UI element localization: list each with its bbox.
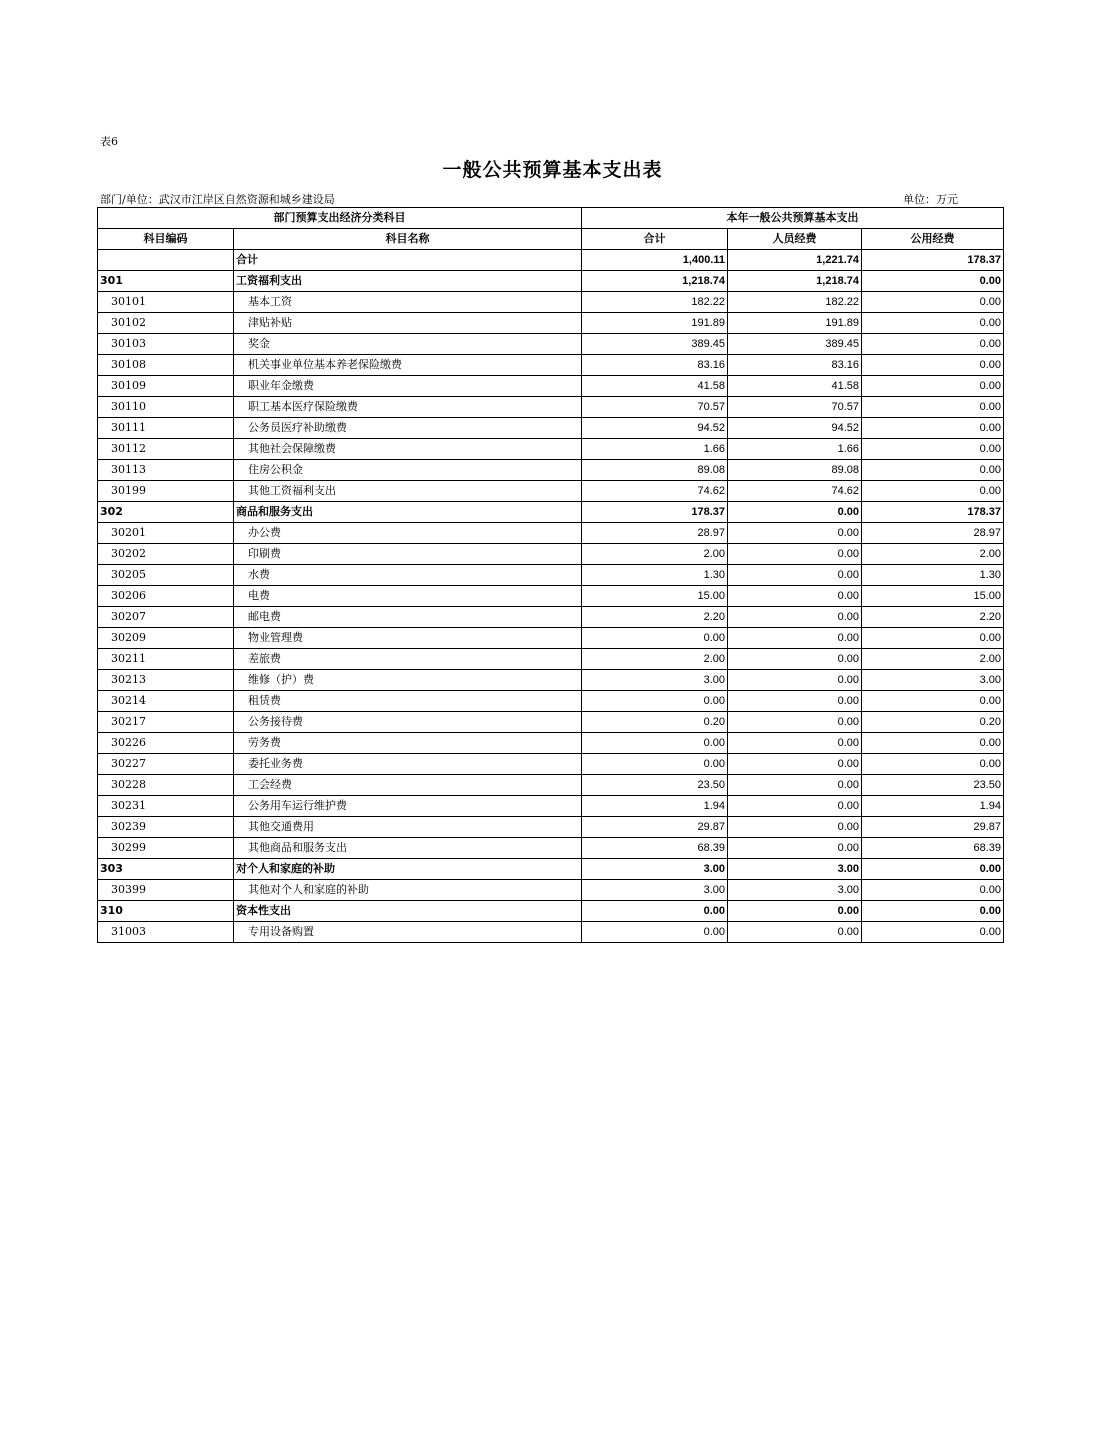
page-title: 一般公共预算基本支出表: [442, 159, 663, 181]
name-cell: 其他社会保障缴费: [234, 439, 582, 460]
header-personnel: 人员经费: [728, 229, 862, 250]
table-row: [98, 439, 1004, 460]
code-cell: 30199: [98, 481, 234, 502]
header-group-classification: 部门预算支出经济分类科目: [98, 208, 582, 229]
total-cell: 3.00: [582, 880, 728, 901]
public-cell: 2.20: [862, 607, 1004, 628]
code-cell: 30110: [98, 397, 234, 418]
table-row: [98, 586, 1004, 607]
personnel-cell: 0.00: [728, 586, 862, 607]
total-cell: 0.00: [582, 754, 728, 775]
name-cell: 印刷费: [234, 544, 582, 565]
public-cell: 0.00: [862, 397, 1004, 418]
total-cell: 178.37: [582, 502, 728, 523]
total-cell: 0.00: [582, 922, 728, 943]
table-row: [98, 628, 1004, 649]
code-cell: 303: [98, 859, 234, 880]
table-row: [98, 922, 1004, 943]
name-cell: 维修（护）费: [234, 670, 582, 691]
personnel-cell: 0.00: [728, 838, 862, 859]
personnel-cell: 0.00: [728, 565, 862, 586]
name-cell: 工会经费: [234, 775, 582, 796]
public-cell: 15.00: [862, 586, 1004, 607]
personnel-cell: 0.00: [728, 775, 862, 796]
name-cell: 公务员医疗补助缴费: [234, 418, 582, 439]
public-cell: 0.00: [862, 733, 1004, 754]
code-cell: 30213: [98, 670, 234, 691]
personnel-cell: 0.00: [728, 691, 862, 712]
header-group-expenditure: 本年一般公共预算基本支出: [582, 208, 1004, 229]
table-row: [98, 817, 1004, 838]
name-cell: 公务用车运行维护费: [234, 796, 582, 817]
public-cell: 0.00: [862, 292, 1004, 313]
personnel-cell: 1,221.74: [728, 250, 862, 271]
public-cell: 0.00: [862, 859, 1004, 880]
public-cell: 178.37: [862, 250, 1004, 271]
public-cell: 0.00: [862, 439, 1004, 460]
personnel-cell: 0.00: [728, 817, 862, 838]
name-cell: 办公费: [234, 523, 582, 544]
code-cell: 30227: [98, 754, 234, 775]
total-cell: 2.20: [582, 607, 728, 628]
category-row: [98, 901, 1004, 922]
name-cell: 职工基本医疗保险缴费: [234, 397, 582, 418]
total-cell: 3.00: [582, 670, 728, 691]
category-row: [98, 502, 1004, 523]
total-cell: 1,400.11: [582, 250, 728, 271]
header-public: 公用经费: [862, 229, 1004, 250]
table-row: [98, 397, 1004, 418]
code-cell: 30206: [98, 586, 234, 607]
code-cell: 30217: [98, 712, 234, 733]
total-cell: 191.89: [582, 313, 728, 334]
name-cell: 其他工资福利支出: [234, 481, 582, 502]
personnel-cell: 0.00: [728, 712, 862, 733]
personnel-cell: 0.00: [728, 670, 862, 691]
name-cell: 奖金: [234, 334, 582, 355]
personnel-cell: 0.00: [728, 523, 862, 544]
public-cell: 2.00: [862, 649, 1004, 670]
table-row: [98, 313, 1004, 334]
code-cell: 30205: [98, 565, 234, 586]
table-row: [98, 838, 1004, 859]
code-cell: 30299: [98, 838, 234, 859]
name-cell: 机关事业单位基本养老保险缴费: [234, 355, 582, 376]
name-cell: 公务接待费: [234, 712, 582, 733]
code-cell: 30111: [98, 418, 234, 439]
name-cell: 商品和服务支出: [234, 502, 582, 523]
code-cell: 30228: [98, 775, 234, 796]
public-cell: 1.30: [862, 565, 1004, 586]
code-cell: 30231: [98, 796, 234, 817]
code-cell: 30101: [98, 292, 234, 313]
name-cell: 其他对个人和家庭的补助: [234, 880, 582, 901]
name-cell: 委托业务费: [234, 754, 582, 775]
total-cell: 182.22: [582, 292, 728, 313]
public-cell: 1.94: [862, 796, 1004, 817]
table-row: [98, 523, 1004, 544]
public-cell: 0.00: [862, 901, 1004, 922]
unit-label: 单位：万元: [903, 193, 958, 206]
code-cell: [98, 250, 234, 271]
code-cell: 310: [98, 901, 234, 922]
total-cell: 70.57: [582, 397, 728, 418]
code-cell: 30202: [98, 544, 234, 565]
total-cell: 1.30: [582, 565, 728, 586]
personnel-cell: 83.16: [728, 355, 862, 376]
total-cell: 94.52: [582, 418, 728, 439]
public-cell: 28.97: [862, 523, 1004, 544]
table-row: [98, 796, 1004, 817]
name-cell: 劳务费: [234, 733, 582, 754]
personnel-cell: 74.62: [728, 481, 862, 502]
public-cell: 0.00: [862, 460, 1004, 481]
public-cell: 3.00: [862, 670, 1004, 691]
code-cell: 30211: [98, 649, 234, 670]
name-cell: 基本工资: [234, 292, 582, 313]
total-cell: 23.50: [582, 775, 728, 796]
personnel-cell: 0.00: [728, 754, 862, 775]
public-cell: 0.00: [862, 376, 1004, 397]
name-cell: 物业管理费: [234, 628, 582, 649]
public-cell: 2.00: [862, 544, 1004, 565]
header-column-row: [98, 229, 1004, 250]
header-group-row: [98, 208, 1004, 229]
table-row: [98, 334, 1004, 355]
personnel-cell: 0.00: [728, 922, 862, 943]
personnel-cell: 0.00: [728, 796, 862, 817]
table-row: [98, 355, 1004, 376]
public-cell: 0.00: [862, 418, 1004, 439]
personnel-cell: 3.00: [728, 859, 862, 880]
header-total: 合计: [582, 229, 728, 250]
total-cell: 15.00: [582, 586, 728, 607]
header-code: 科目编码: [98, 229, 234, 250]
personnel-cell: 0.00: [728, 733, 862, 754]
name-cell: 职业年金缴费: [234, 376, 582, 397]
name-cell: 其他商品和服务支出: [234, 838, 582, 859]
name-cell: 工资福利支出: [234, 271, 582, 292]
code-cell: 30226: [98, 733, 234, 754]
code-cell: 30214: [98, 691, 234, 712]
table-row: [98, 691, 1004, 712]
personnel-cell: 1.66: [728, 439, 862, 460]
personnel-cell: 0.00: [728, 544, 862, 565]
total-cell: 1,218.74: [582, 271, 728, 292]
code-cell: 30113: [98, 460, 234, 481]
name-cell: 专用设备购置: [234, 922, 582, 943]
table-row: [98, 754, 1004, 775]
total-cell: 0.00: [582, 691, 728, 712]
total-cell: 28.97: [582, 523, 728, 544]
code-cell: 30239: [98, 817, 234, 838]
category-row: [98, 859, 1004, 880]
public-cell: 0.00: [862, 922, 1004, 943]
table-row: [98, 670, 1004, 691]
table-header: [98, 208, 1004, 250]
personnel-cell: 3.00: [728, 880, 862, 901]
public-cell: 0.00: [862, 313, 1004, 334]
table-row: [98, 460, 1004, 481]
table-row: [98, 376, 1004, 397]
name-cell: 电费: [234, 586, 582, 607]
code-cell: 31003: [98, 922, 234, 943]
table-row: [98, 481, 1004, 502]
table-row: [98, 607, 1004, 628]
name-cell: 水费: [234, 565, 582, 586]
total-cell: 41.58: [582, 376, 728, 397]
total-cell: 2.00: [582, 649, 728, 670]
personnel-cell: 94.52: [728, 418, 862, 439]
name-cell: 合计: [234, 250, 582, 271]
total-cell: 0.00: [582, 901, 728, 922]
header-name: 科目名称: [234, 229, 582, 250]
personnel-cell: 0.00: [728, 607, 862, 628]
total-row: [98, 250, 1004, 271]
code-cell: 302: [98, 502, 234, 523]
table-row: [98, 292, 1004, 313]
code-cell: 30109: [98, 376, 234, 397]
name-cell: 资本性支出: [234, 901, 582, 922]
department-label: 部门/单位：武汉市江岸区自然资源和城乡建设局: [100, 193, 335, 206]
total-cell: 2.00: [582, 544, 728, 565]
public-cell: 0.00: [862, 754, 1004, 775]
table-row: [98, 733, 1004, 754]
total-cell: 389.45: [582, 334, 728, 355]
personnel-cell: 89.08: [728, 460, 862, 481]
public-cell: 23.50: [862, 775, 1004, 796]
code-cell: 30102: [98, 313, 234, 334]
code-cell: 30112: [98, 439, 234, 460]
public-cell: 0.20: [862, 712, 1004, 733]
personnel-cell: 0.00: [728, 628, 862, 649]
public-cell: 0.00: [862, 880, 1004, 901]
code-cell: 30103: [98, 334, 234, 355]
code-cell: 30207: [98, 607, 234, 628]
table-row: [98, 544, 1004, 565]
table-row: [98, 418, 1004, 439]
total-cell: 0.00: [582, 733, 728, 754]
personnel-cell: 1,218.74: [728, 271, 862, 292]
table-row: [98, 712, 1004, 733]
public-cell: 0.00: [862, 271, 1004, 292]
total-cell: 83.16: [582, 355, 728, 376]
table-number: 表6: [100, 135, 118, 148]
table-row: [98, 880, 1004, 901]
name-cell: 对个人和家庭的补助: [234, 859, 582, 880]
code-cell: 301: [98, 271, 234, 292]
personnel-cell: 389.45: [728, 334, 862, 355]
personnel-cell: 0.00: [728, 502, 862, 523]
total-cell: 3.00: [582, 859, 728, 880]
name-cell: 津贴补贴: [234, 313, 582, 334]
personnel-cell: 41.58: [728, 376, 862, 397]
public-cell: 178.37: [862, 502, 1004, 523]
total-cell: 29.87: [582, 817, 728, 838]
public-cell: 0.00: [862, 691, 1004, 712]
public-cell: 68.39: [862, 838, 1004, 859]
budget-table: [97, 207, 1004, 943]
name-cell: 住房公积金: [234, 460, 582, 481]
public-cell: 0.00: [862, 334, 1004, 355]
table-row: [98, 649, 1004, 670]
public-cell: 29.87: [862, 817, 1004, 838]
name-cell: 租赁费: [234, 691, 582, 712]
name-cell: 其他交通费用: [234, 817, 582, 838]
personnel-cell: 191.89: [728, 313, 862, 334]
total-cell: 0.00: [582, 628, 728, 649]
total-cell: 1.94: [582, 796, 728, 817]
table-row: [98, 565, 1004, 586]
name-cell: 邮电费: [234, 607, 582, 628]
personnel-cell: 0.00: [728, 649, 862, 670]
code-cell: 30209: [98, 628, 234, 649]
code-cell: 30108: [98, 355, 234, 376]
category-row: [98, 271, 1004, 292]
public-cell: 0.00: [862, 628, 1004, 649]
table-body: [98, 250, 1004, 943]
public-cell: 0.00: [862, 481, 1004, 502]
code-cell: 30399: [98, 880, 234, 901]
public-cell: 0.00: [862, 355, 1004, 376]
total-cell: 74.62: [582, 481, 728, 502]
table-row: [98, 775, 1004, 796]
total-cell: 89.08: [582, 460, 728, 481]
personnel-cell: 182.22: [728, 292, 862, 313]
personnel-cell: 70.57: [728, 397, 862, 418]
total-cell: 1.66: [582, 439, 728, 460]
code-cell: 30201: [98, 523, 234, 544]
total-cell: 0.20: [582, 712, 728, 733]
total-cell: 68.39: [582, 838, 728, 859]
name-cell: 差旅费: [234, 649, 582, 670]
personnel-cell: 0.00: [728, 901, 862, 922]
